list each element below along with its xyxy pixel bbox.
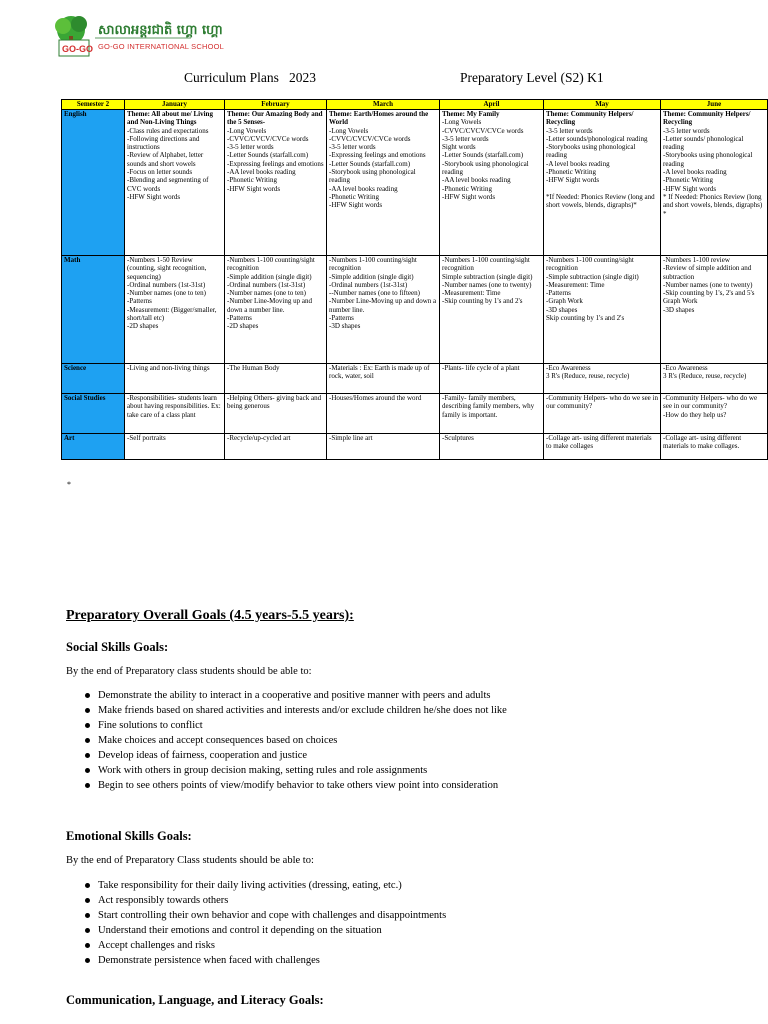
- curriculum-table: [61, 99, 768, 460]
- table-cell: [544, 364, 661, 394]
- social-goals-heading: Social Skills Goals:: [66, 640, 169, 654]
- cell-line: -Expressing feelings and emotions: [329, 151, 426, 160]
- subject-cell: Social Studies: [62, 394, 125, 434]
- cell-line: -Ordinal numbers (1st-31st): [227, 280, 306, 289]
- table-cell: [661, 434, 768, 460]
- cell-line: -Number Line-Moving up and down a number line.: [329, 297, 437, 314]
- emotional-goals-list: [66, 878, 446, 968]
- communication-goals-heading: Communication, Language, and Literacy Goals:: [66, 993, 324, 1007]
- footnote-star: *: [67, 480, 71, 489]
- cell-line: -Phonetic Writing: [227, 176, 277, 185]
- cell-theme: Theme: Community Helpers/ Recycling: [663, 110, 751, 127]
- cell-line: -A level books reading: [546, 159, 610, 168]
- cell-line: -Community Helpers- who do we see in our community?: [663, 394, 758, 411]
- cell-line: -Long Vowels: [329, 126, 369, 135]
- cell-line: -Numbers 1-100 counting/sight recognition: [227, 256, 315, 273]
- cell-line: -Review of Alphabet, letter sounds and short vowels: [127, 151, 204, 168]
- cell-line: Skip counting by 1's and 2's: [546, 314, 625, 323]
- cell-line: -Sculptures: [442, 434, 474, 442]
- cell-line: -Numbers 1-100 review: [663, 256, 730, 264]
- subject-cell: Art: [62, 434, 125, 460]
- table-row: [62, 364, 768, 394]
- table-cell: [125, 110, 225, 256]
- cell-line: -Skip counting by 1's, 2's and 5's: [663, 289, 755, 298]
- cell-theme: Theme: Our Amazing Body and the 5 Senses-: [227, 110, 323, 127]
- page-title: Curriculum Plans 2023: [184, 70, 316, 85]
- logo-name-english: GO-GO INTERNATIONAL SCHOOL: [98, 42, 225, 51]
- cell-line: -Living and non-living things: [127, 364, 210, 372]
- cell-line: -Measurement: Time: [442, 289, 501, 298]
- table-cell: [440, 256, 544, 364]
- emotional-goals-heading: Emotional Skills Goals:: [66, 829, 192, 843]
- cell-line: -Review of simple addition and subtraction: [663, 264, 752, 281]
- cell-line: -Letter Sounds (starfall.com): [329, 159, 411, 168]
- cell-line: -Letter Sounds (starfall.com): [442, 151, 524, 160]
- goal-item: Accept challenges and risks: [66, 938, 446, 953]
- cell-line: -HFW Sight words: [329, 201, 383, 210]
- cell-line: -Measurement: (Bigger/smaller, short/tall etc): [127, 305, 217, 323]
- cell-line: -AA level books reading: [442, 176, 511, 185]
- cell-line: -HFW Sight words: [546, 176, 600, 185]
- cell-line: -Measurement: Time: [546, 280, 605, 289]
- cell-line: -Ordinal numbers (1st-31st): [127, 280, 206, 289]
- page-subtitle: Preparatory Level (S2) K1: [460, 70, 604, 85]
- table-cell: [544, 110, 661, 256]
- cell-line: -3-5 letter words: [546, 126, 593, 135]
- cell-line: -Letter sounds/phonological reading: [546, 134, 648, 143]
- cell-line: -Community Helpers- who do we see in our community?: [546, 394, 658, 411]
- table-cell: [125, 256, 225, 364]
- subject-cell: English: [62, 110, 125, 256]
- table-cell: [225, 434, 327, 460]
- subject-cell: Math: [62, 256, 125, 364]
- cell-line: -3D shapes: [329, 322, 361, 331]
- cell-line: -Phonetic Writing: [546, 168, 596, 177]
- cell-line: -Blending and segmenting of CVC words: [127, 176, 209, 193]
- cell-line: -Storybook using phonological reading: [329, 168, 416, 185]
- cell-line: -CVVC/CVCV/CVCe words: [227, 134, 309, 143]
- table-cell: [125, 434, 225, 460]
- cell-line: -3D shapes: [546, 305, 578, 314]
- cell-theme: Theme: My Family: [442, 110, 500, 118]
- cell-line: -Patterns: [546, 289, 571, 298]
- goal-item: Act responsibly towards others: [66, 893, 446, 908]
- table-cell: [225, 110, 327, 256]
- table-cell: [544, 256, 661, 364]
- cell-line: -HFW Sight words: [663, 184, 717, 193]
- cell-line: -Storybook using phonological reading: [442, 159, 529, 177]
- social-goals-intro: By the end of Preparatory class students should be able to:: [66, 666, 312, 677]
- goal-item: Demonstrate the ability to interact in a cooperative and positive manner with peers and adults: [66, 688, 507, 703]
- cell-line: -Houses/Homes around the word: [329, 394, 422, 402]
- table-cell: [225, 256, 327, 364]
- cell-line: [546, 185, 658, 193]
- cell-line: -Helping Others- giving back and being generous: [227, 394, 322, 411]
- cell-line: -Skip counting by 1's and 2's: [442, 297, 523, 306]
- goal-item: Demonstrate persistence when faced with challenges: [66, 953, 446, 968]
- table-corner: Semester 2: [62, 100, 125, 110]
- cell-line: -Eco Awareness: [663, 364, 708, 372]
- subject-cell: Science: [62, 364, 125, 394]
- cell-theme: Theme: All about me/ Living and Non-Living Things: [127, 110, 213, 127]
- logo-name-khmer: សាលាអន្តរជាតិ ហ្គោ ហ្គោ: [98, 23, 223, 38]
- cell-line: -Simple addition (single digit): [227, 272, 312, 281]
- goal-item: Develop ideas of fairness, cooperation and justice: [66, 748, 507, 763]
- cell-line: Sight words: [442, 143, 476, 152]
- table-cell: [327, 256, 440, 364]
- cell-line: -Graph Work: [546, 297, 583, 306]
- cell-line: -AA level books reading: [329, 184, 398, 193]
- cell-line: -Eco Awareness: [546, 364, 591, 372]
- cell-line: -Collage art- using different materials to make collages: [546, 434, 652, 451]
- goal-item: Work with others in group decision making, setting rules and role assignments: [66, 763, 507, 778]
- table-cell: [327, 110, 440, 256]
- cell-line: -Simple line art: [329, 434, 373, 442]
- social-goals-list: [66, 688, 507, 793]
- cell-line: -Letter Sounds (starfall.com): [227, 151, 309, 160]
- cell-line: -Following directions and instructions: [127, 134, 200, 152]
- month-header: January: [125, 100, 225, 110]
- cell-line: -Long Vowels: [442, 118, 482, 127]
- cell-line: -Materials : Ex: Earth is made up of rock, water, soil: [329, 364, 430, 381]
- cell-line: -Responsibilities- students learn about having responsibilities. Ex: take care of a class plant: [127, 394, 221, 419]
- cell-line: -How do they help us?: [663, 410, 727, 419]
- table-header-row: [62, 100, 768, 110]
- goal-item: Begin to see others points of view/modify behavior to take others view point into consideration: [66, 778, 507, 793]
- cell-line: -HFW Sight words: [442, 192, 496, 201]
- cell-line: -Number names (one to twenty): [663, 280, 753, 289]
- cell-line: -A level books reading: [663, 168, 727, 177]
- cell-line: -Patterns: [127, 297, 152, 306]
- cell-line: -Plants- life cycle of a plant: [442, 364, 520, 372]
- cell-line: -CVVC/CVCV/CVCe words: [442, 126, 524, 135]
- month-header: March: [327, 100, 440, 110]
- table-cell: [661, 110, 768, 256]
- cell-line: -Numbers 1-50 Review (counting, sight recognition, sequencing): [127, 256, 207, 281]
- cell-line: *If Needed: Phonics Review (long and short vowels, blends, digraphs)*: [546, 192, 655, 210]
- table-cell: [125, 364, 225, 394]
- table-cell: [327, 394, 440, 434]
- cell-line: -Phonetic Writing: [442, 184, 492, 193]
- cell-line: -Expressing feelings and emotions: [227, 159, 324, 168]
- table-cell: [440, 364, 544, 394]
- table-cell: [327, 434, 440, 460]
- month-header: April: [440, 100, 544, 110]
- emotional-goals-intro: By the end of Preparatory Class students should be able to:: [66, 855, 314, 866]
- goals-heading: Preparatory Overall Goals (4.5 years-5.5 years):: [66, 608, 354, 623]
- month-header: May: [544, 100, 661, 110]
- cell-line: -Self portraits: [127, 434, 166, 442]
- cell-line: -Number Line-Moving up and down a number line.: [227, 297, 312, 314]
- cell-line: 3 R's (Reduce, reuse, recycle): [546, 372, 630, 381]
- logo-badge: GO-GO: [62, 44, 93, 54]
- cell-line: -2D shapes: [127, 322, 159, 331]
- table-row: [62, 394, 768, 434]
- goal-item: Make choices and accept consequences based on choices: [66, 733, 507, 748]
- table-cell: [125, 394, 225, 434]
- table-row: [62, 110, 768, 256]
- table-cell: [440, 394, 544, 434]
- cell-line: -Focus on letter sounds: [127, 168, 193, 177]
- cell-line: -3-5 letter words: [227, 143, 274, 152]
- cell-line: --Number names (one to fifteen): [329, 289, 420, 298]
- cell-line: -Storybooks using phonological reading: [663, 151, 753, 168]
- cell-line: -CVVC/CVCV/CVCe words: [329, 134, 411, 143]
- goal-item: Take responsibility for their daily living activities (dressing, eating, etc.): [66, 878, 446, 893]
- cell-line: -Numbers 1-100 counting/sight recognition: [329, 256, 417, 273]
- cell-line: -Number names (one to ten): [227, 289, 306, 298]
- table-row: [62, 256, 768, 364]
- table-cell: [225, 364, 327, 394]
- cell-line: Graph Work: [663, 297, 698, 306]
- cell-line: -Family- family members, describing family members, why family is important.: [442, 394, 535, 419]
- cell-line: -Simple addition (single digit): [329, 272, 414, 281]
- cell-line: 3 R's (Reduce, reuse, recycle): [663, 372, 747, 381]
- goal-item: Start controlling their own behavior and cope with challenges and disappointments: [66, 908, 446, 923]
- goal-item: Make friends based on shared activities and interests and/or exclude children he/she does not like: [66, 703, 507, 718]
- cell-line: -Number names (one to ten): [127, 289, 206, 298]
- table-cell: [544, 394, 661, 434]
- table-cell: [440, 110, 544, 256]
- cell-theme: Theme: Earth/Homes around the World: [329, 110, 429, 127]
- cell-line: -Storybooks using phonological reading: [546, 143, 636, 160]
- cell-line: -Long Vowels: [227, 126, 267, 135]
- goal-item: Understand their emotions and control it depending on the situation: [66, 923, 446, 938]
- cell-line: -HFW Sight words: [127, 192, 181, 201]
- cell-line: -Letter sounds/ phonological reading: [663, 134, 744, 152]
- cell-line: -Phonetic Writing: [329, 192, 379, 201]
- table-cell: [327, 364, 440, 394]
- cell-line: -Numbers 1-100 counting/sight recognition: [442, 256, 530, 273]
- cell-theme: Theme: Community Helpers/ Recycling: [546, 110, 634, 127]
- cell-line: -Patterns: [329, 314, 354, 323]
- cell-line: -3-5 letter words: [329, 143, 376, 152]
- cell-line: -Number names (one to twenty): [442, 280, 532, 289]
- cell-line: Simple subtraction (single digit): [442, 272, 533, 281]
- table-cell: [225, 394, 327, 434]
- cell-line: -3-5 letter words: [663, 126, 710, 135]
- cell-line: -Class rules and expectations: [127, 126, 209, 135]
- table-cell: [661, 394, 768, 434]
- month-header: February: [225, 100, 327, 110]
- cell-line: -3D shapes: [663, 305, 695, 314]
- cell-line: -Recycle/up-cycled art: [227, 434, 291, 442]
- cell-line: -Ordinal numbers (1st-31st): [329, 280, 408, 289]
- table-cell: [661, 364, 768, 394]
- cell-line: -Patterns: [227, 314, 252, 323]
- table-cell: [661, 256, 768, 364]
- goal-item: Fine solutions to conflict: [66, 718, 507, 733]
- table-cell: [544, 434, 661, 460]
- cell-line: -AA level books reading: [227, 168, 296, 177]
- cell-line: * If Needed: Phonics Review (long and short vowels, blends, digraphs) *: [663, 192, 763, 218]
- cell-line: -HFW Sight words: [227, 184, 281, 193]
- cell-line: -Simple subtraction (single digit): [546, 272, 639, 281]
- cell-line: -Phonetic Writing: [663, 176, 713, 185]
- cell-line: -Collage art- using different materials to make collages.: [663, 434, 742, 451]
- cell-line: -2D shapes: [227, 322, 259, 331]
- table-row: [62, 434, 768, 460]
- month-header: June: [661, 100, 768, 110]
- cell-line: -3-5 letter words: [442, 134, 489, 143]
- table-cell: [440, 434, 544, 460]
- cell-line: -The Human Body: [227, 364, 280, 372]
- cell-line: -Numbers 1-100 counting/sight recognition: [546, 256, 634, 273]
